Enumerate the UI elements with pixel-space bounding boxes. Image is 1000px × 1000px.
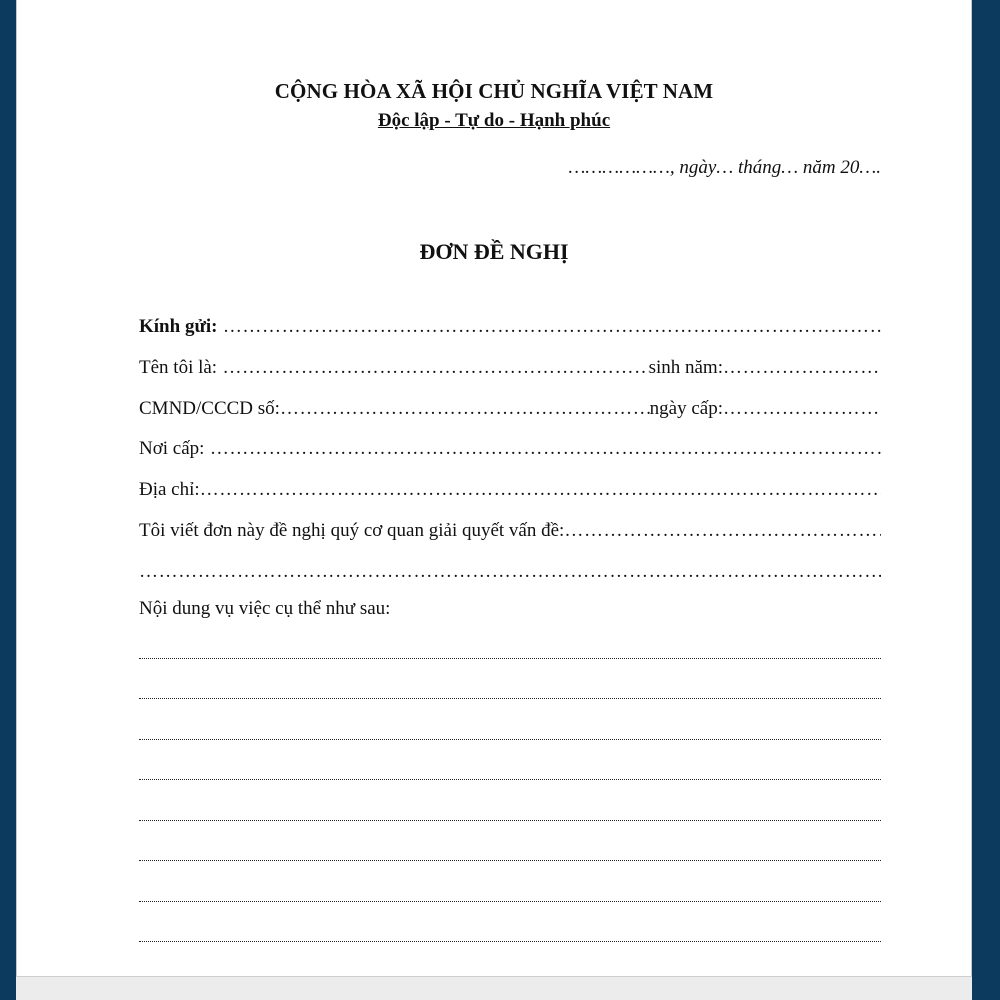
request-label: Tôi viết đơn này đề nghị quý cơ quan giải quyết vấn đề: xyxy=(139,520,565,541)
content-line xyxy=(139,941,881,942)
request-field xyxy=(139,517,881,545)
recipient-blank xyxy=(217,313,881,341)
recipient-field xyxy=(139,313,881,341)
page-gap-bar xyxy=(16,976,972,1000)
national-title: CỘNG HÒA XÃ HỘI CHỦ NGHĨA VIỆT NAM xyxy=(274,79,714,103)
id-label: CMND/CCCD số: xyxy=(139,398,280,419)
request-continuation-field xyxy=(139,558,881,586)
issue-date-blank xyxy=(723,395,881,423)
content-line xyxy=(139,779,881,780)
request-blank-continued xyxy=(139,558,881,586)
content-line xyxy=(139,698,881,699)
name-label: Tên tôi là: xyxy=(139,357,218,378)
recipient-label: Kính gửi: xyxy=(139,316,218,337)
birth-year-blank xyxy=(723,354,881,382)
content-line xyxy=(139,901,881,902)
address-field xyxy=(139,476,881,504)
content-line xyxy=(139,820,881,821)
name-blank xyxy=(217,354,648,382)
place-date-line: ………………, ngày… tháng… năm 20…. xyxy=(568,157,881,178)
issue-date-label: ngày cấp: xyxy=(649,398,723,419)
name-field xyxy=(139,354,881,382)
viewer-right-margin xyxy=(972,0,1000,976)
id-field xyxy=(139,395,881,423)
issue-place-field xyxy=(139,435,881,463)
content-line xyxy=(139,658,881,659)
document-title: ĐƠN ĐỀ NGHỊ xyxy=(419,239,569,264)
document-page xyxy=(16,0,972,976)
issue-place-blank xyxy=(204,435,881,463)
content-line xyxy=(139,860,881,861)
content-line xyxy=(139,739,881,740)
address-label: Địa chỉ: xyxy=(139,479,200,500)
national-motto: Độc lập - Tự do - Hạnh phúc xyxy=(377,110,611,131)
address-blank xyxy=(200,476,881,504)
request-blank xyxy=(564,517,881,545)
content-section-label: Nội dung vụ việc cụ thể như sau: xyxy=(139,598,391,619)
issue-place-label: Nơi cấp: xyxy=(139,438,205,459)
id-blank xyxy=(280,395,650,423)
birth-year-label: sinh năm: xyxy=(648,357,723,378)
